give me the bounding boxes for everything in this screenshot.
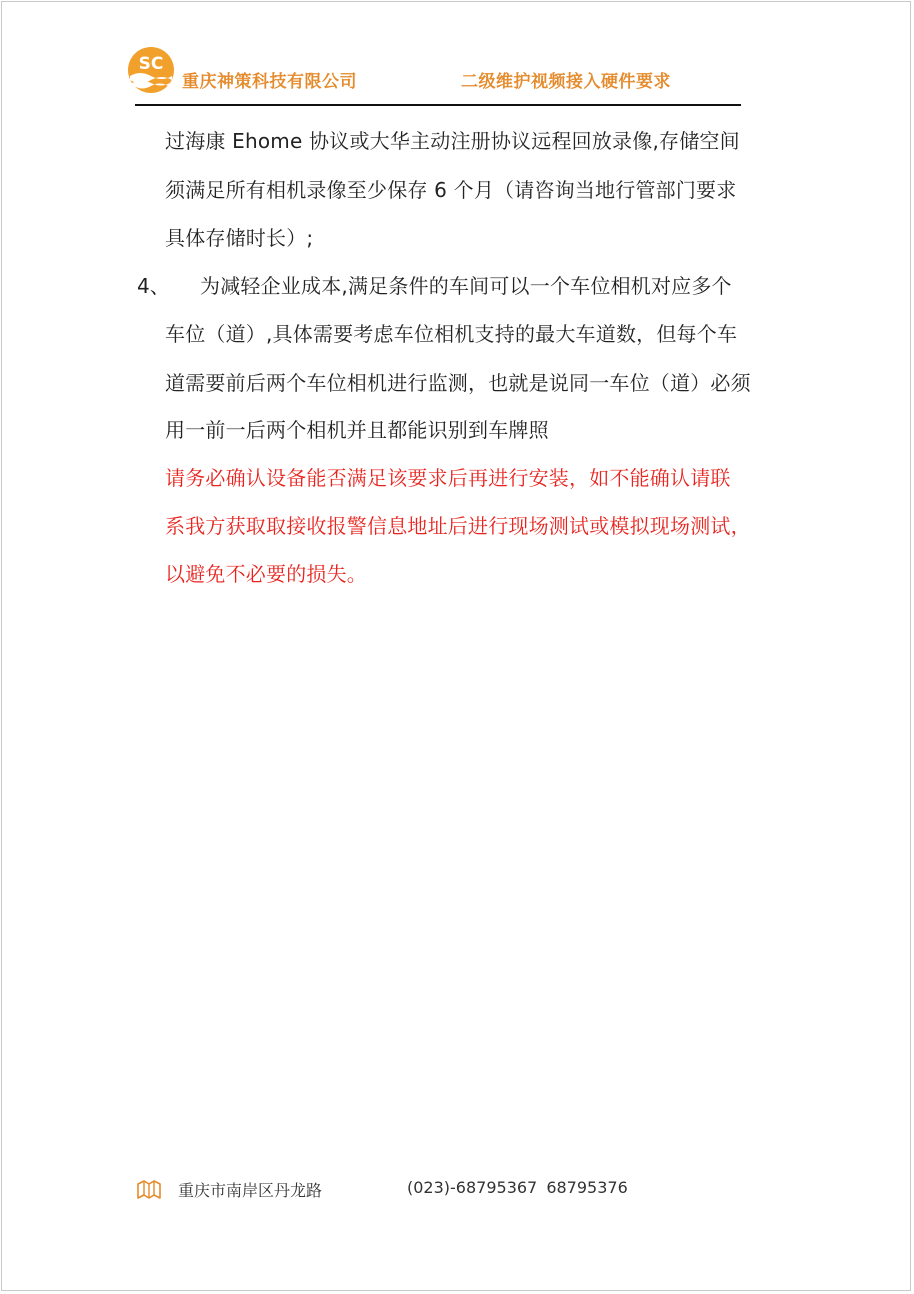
warning-line: 请务必确认设备能否满足该要求后再进行安装，如不能确认请联 <box>165 466 731 490</box>
map-icon <box>137 1179 161 1199</box>
list-item-line: 用一前一后两个相机并且都能识别到车牌照 <box>165 418 549 442</box>
list-item-line: 为减轻企业成本,满足条件的车间可以一个车位相机对应多个 <box>200 274 732 298</box>
paragraph-line: 具体存储时长）; <box>165 226 314 250</box>
company-logo <box>127 46 175 94</box>
document-title: 二级维护视频接入硬件要求 <box>461 72 671 92</box>
list-item-number: 4、 <box>137 274 170 298</box>
warning-line: 以避免不必要的损失。 <box>165 562 367 586</box>
footer-phone: (023)-68795367 68795376 <box>407 1178 628 1197</box>
footer-address: 重庆市南岸区丹龙路 <box>178 1181 323 1200</box>
paragraph-line: 须满足所有相机录像至少保存 6 个月（请咨询当地行管部门要求 <box>165 178 737 202</box>
list-item-line: 车位（道）,具体需要考虑车位相机支持的最大车道数，但每个车 <box>165 322 738 346</box>
paragraph-line: 过海康 Ehome 协议或大华主动注册协议远程回放录像,存储空间 <box>165 129 740 153</box>
svg-text:SC: SC <box>138 54 164 74</box>
warning-line: 系我方获取取接收报警信息地址后进行现场测试或模拟现场测试， <box>165 514 751 538</box>
list-item-line: 道需要前后两个车位相机进行监测，也就是说同一车位（道）必须 <box>165 371 751 395</box>
header-divider <box>135 104 741 106</box>
company-name: 重庆神策科技有限公司 <box>182 72 357 92</box>
